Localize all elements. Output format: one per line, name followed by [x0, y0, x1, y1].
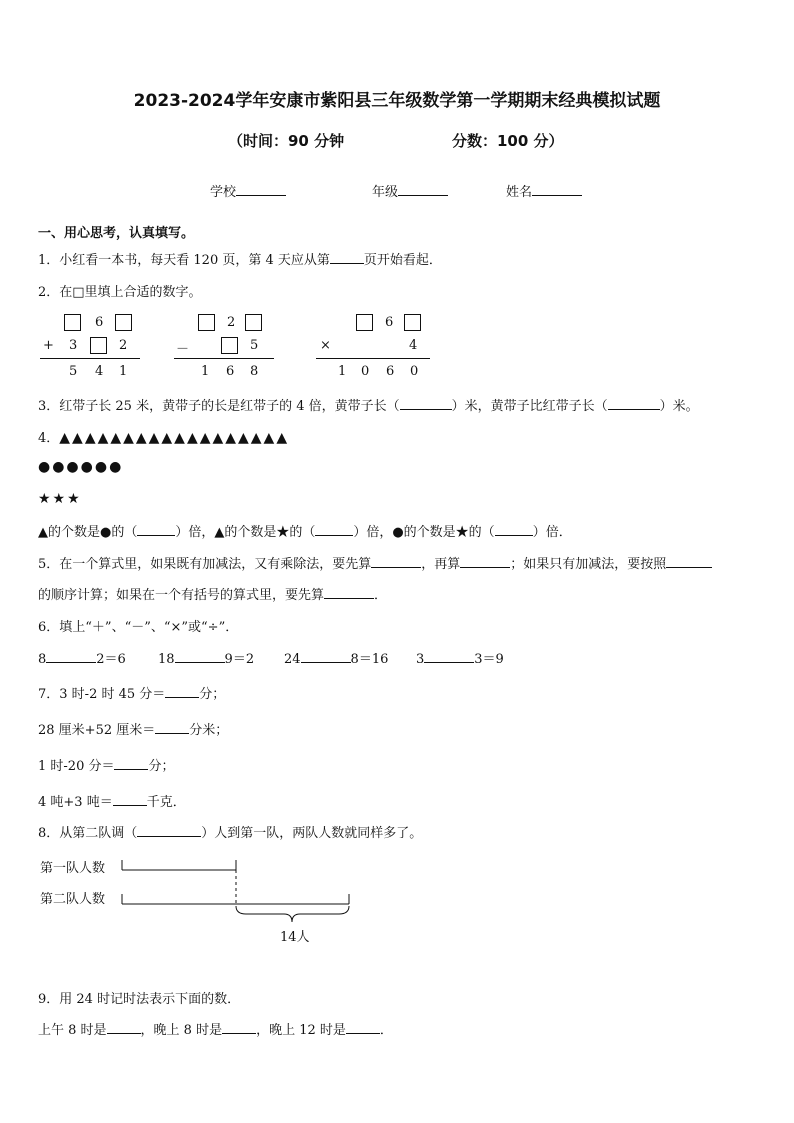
q1-text-b: 页开始看起． — [363, 253, 442, 268]
digit: 2 — [119, 338, 128, 353]
q6-expression-4 — [416, 648, 504, 667]
digit: 1 — [338, 364, 347, 379]
digit: 6 — [385, 315, 394, 330]
q7-unit: 分； — [199, 687, 226, 702]
digit-box[interactable] — [356, 314, 373, 331]
digit: 1 — [201, 364, 210, 379]
digit-box[interactable] — [221, 337, 238, 354]
q4-text-c: ）倍，●的个数是★的（ — [353, 525, 495, 540]
q7-text: 1 时-20 分＝ — [38, 759, 115, 774]
name-field — [506, 181, 582, 200]
q5-blank-2[interactable] — [460, 553, 510, 568]
question-3 — [38, 395, 699, 414]
q6-expression-2 — [158, 648, 254, 667]
q5-text-e: ． — [374, 588, 388, 603]
q6-expression-3 — [284, 648, 388, 667]
exam-score: 分数：100 分） — [452, 132, 564, 150]
q5-text-a: 5．在一个算式里，如果既有加减法，又有乘除法，要先算 — [38, 557, 372, 572]
q5-blank-1[interactable] — [371, 553, 421, 568]
question-5-cont — [38, 584, 387, 603]
q7-unit: 千克． — [146, 795, 186, 810]
q1-blank[interactable] — [330, 249, 364, 264]
star-row: ★★★ — [38, 491, 82, 507]
grade-blank[interactable] — [398, 181, 448, 196]
q8-text-a: 8．从第二队调（ — [38, 826, 138, 841]
dot-row: ●●●●●● — [38, 459, 124, 475]
product-line — [316, 358, 430, 359]
sum-line — [40, 358, 140, 359]
q7-unit: 分； — [148, 759, 175, 774]
q9-blank-1[interactable] — [107, 1019, 141, 1034]
digit-box[interactable] — [404, 314, 421, 331]
q4-text-a: ▲的个数是●的（ — [38, 525, 138, 540]
question-9: 9．用 24 时记时法表示下面的数． — [38, 992, 241, 1007]
operand: 9＝2 — [224, 652, 255, 667]
q4-text-b: ）倍，▲的个数是★的（ — [175, 525, 316, 540]
digit: 4 — [95, 364, 104, 379]
school-field — [210, 181, 286, 200]
q3-text-b: ）米，黄带子比红带子长（ — [451, 399, 608, 414]
operator: × — [320, 338, 331, 353]
q9-text-b: ，晚上 8 时是 — [140, 1023, 223, 1038]
q7-unit: 分米； — [189, 723, 229, 738]
name-label: 姓名 — [506, 185, 533, 200]
name-blank[interactable] — [532, 181, 582, 196]
q4-question — [38, 521, 572, 540]
q9-text-c: ，晚上 12 时是 — [256, 1023, 346, 1038]
q7-text: 7．3 时-2 时 45 分＝ — [38, 687, 166, 702]
q5-text-c: ；如果只有加减法，要按照 — [510, 557, 667, 572]
q5-text-b: ，再算 — [421, 557, 461, 572]
q1-text-a: 1．小红看一本书，每天看 120 页，第 4 天应从第 — [38, 253, 330, 268]
grade-field — [372, 181, 448, 200]
exam-time: （时间：90 分钟 — [228, 132, 345, 150]
operand: 8＝16 — [350, 652, 389, 667]
operator-blank[interactable] — [46, 648, 96, 663]
q3-blank-2[interactable] — [608, 395, 660, 410]
digit: 4 — [409, 338, 418, 353]
q7-blank-1[interactable] — [165, 683, 199, 698]
q3-text-a: 3．红带子长 25 米，黄带子的长是红带子的 4 倍，黄带子长（ — [38, 399, 400, 414]
q7-line-1 — [38, 683, 225, 702]
q3-blank-1[interactable] — [400, 395, 452, 410]
q9-blank-3[interactable] — [346, 1019, 380, 1034]
school-label: 学校 — [210, 185, 237, 200]
digit-box[interactable] — [64, 314, 81, 331]
digit: 6 — [386, 364, 395, 379]
q7-text: 28 厘米+52 厘米＝ — [38, 723, 156, 738]
operand: 8 — [38, 652, 47, 667]
operand: 2＝6 — [96, 652, 126, 667]
operand: 3 — [416, 652, 425, 667]
operator-blank[interactable] — [301, 648, 351, 663]
difference-line — [174, 358, 274, 359]
digit-box[interactable] — [198, 314, 215, 331]
q7-line-4 — [38, 791, 186, 810]
digit: 6 — [95, 315, 104, 330]
operator-blank[interactable] — [175, 648, 225, 663]
question-2: 2．在□里填上合适的数字。 — [38, 285, 202, 300]
operator: － — [176, 342, 190, 357]
section-title: 一、用心思考，认真填写。 — [38, 226, 195, 241]
segment-diagram — [0, 850, 794, 945]
digit: 0 — [361, 364, 370, 379]
team1-label: 第一队人数 — [40, 861, 106, 876]
q4-blank-3[interactable] — [495, 521, 533, 536]
q7-blank-3[interactable] — [114, 755, 148, 770]
brace-label: 14人 — [280, 930, 310, 945]
q4-blank-1[interactable] — [137, 521, 175, 536]
q9-text-a: 上午 8 时是 — [38, 1023, 107, 1038]
operator: + — [43, 338, 54, 353]
digit-box[interactable] — [90, 337, 107, 354]
question-5 — [38, 553, 712, 572]
digit: 5 — [69, 364, 78, 379]
q9-blank-2[interactable] — [222, 1019, 256, 1034]
triangle-row: ▲▲▲▲▲▲▲▲▲▲▲▲▲▲▲▲▲▲ — [59, 430, 290, 446]
school-blank[interactable] — [236, 181, 286, 196]
q6-expression-1 — [38, 648, 126, 667]
q9-line — [38, 1019, 393, 1038]
q7-line-2 — [38, 719, 228, 738]
difference-brace — [236, 906, 349, 922]
q4-number: 4． — [38, 431, 60, 446]
digit: 8 — [250, 364, 259, 379]
operand: 24 — [284, 652, 301, 667]
q4-text-d: ）倍． — [532, 525, 572, 540]
digit: 3 — [69, 338, 78, 353]
q8-blank[interactable] — [137, 822, 201, 837]
q7-blank-4[interactable] — [113, 791, 147, 806]
digit: 2 — [227, 315, 236, 330]
question-1 — [38, 249, 442, 268]
operand: 18 — [158, 652, 175, 667]
operator-blank[interactable] — [424, 648, 474, 663]
digit: 6 — [226, 364, 235, 379]
q7-blank-2[interactable] — [155, 719, 189, 734]
q5-blank-3[interactable] — [666, 553, 712, 568]
q9-text-d: ． — [379, 1023, 393, 1038]
q7-line-3 — [38, 755, 175, 774]
q5-text-d: 的顺序计算；如果在一个有括号的算式里，要先算 — [38, 588, 325, 603]
q7-text: 4 吨+3 吨＝ — [38, 795, 113, 810]
question-4 — [38, 427, 289, 446]
team2-label: 第二队人数 — [40, 892, 106, 907]
q4-blank-2[interactable] — [315, 521, 353, 536]
question-8 — [38, 822, 422, 841]
page-title: 2023-2024学年安康市紫阳县三年级数学第一学期期末经典模拟试题 — [133, 91, 661, 111]
question-6: 6．填上“＋”、“－”、“×”或“÷”． — [38, 620, 239, 635]
digit-box[interactable] — [245, 314, 262, 331]
q3-text-c: ）米。 — [659, 399, 699, 414]
digit: 0 — [410, 364, 419, 379]
digit: 5 — [250, 338, 259, 353]
q5-blank-4[interactable] — [324, 584, 374, 599]
digit-box[interactable] — [115, 314, 132, 331]
q8-text-b: ）人到第一队，两队人数就同样多了。 — [201, 826, 423, 841]
grade-label: 年级 — [372, 185, 399, 200]
operand: 3＝9 — [474, 652, 504, 667]
digit: 1 — [119, 364, 128, 379]
